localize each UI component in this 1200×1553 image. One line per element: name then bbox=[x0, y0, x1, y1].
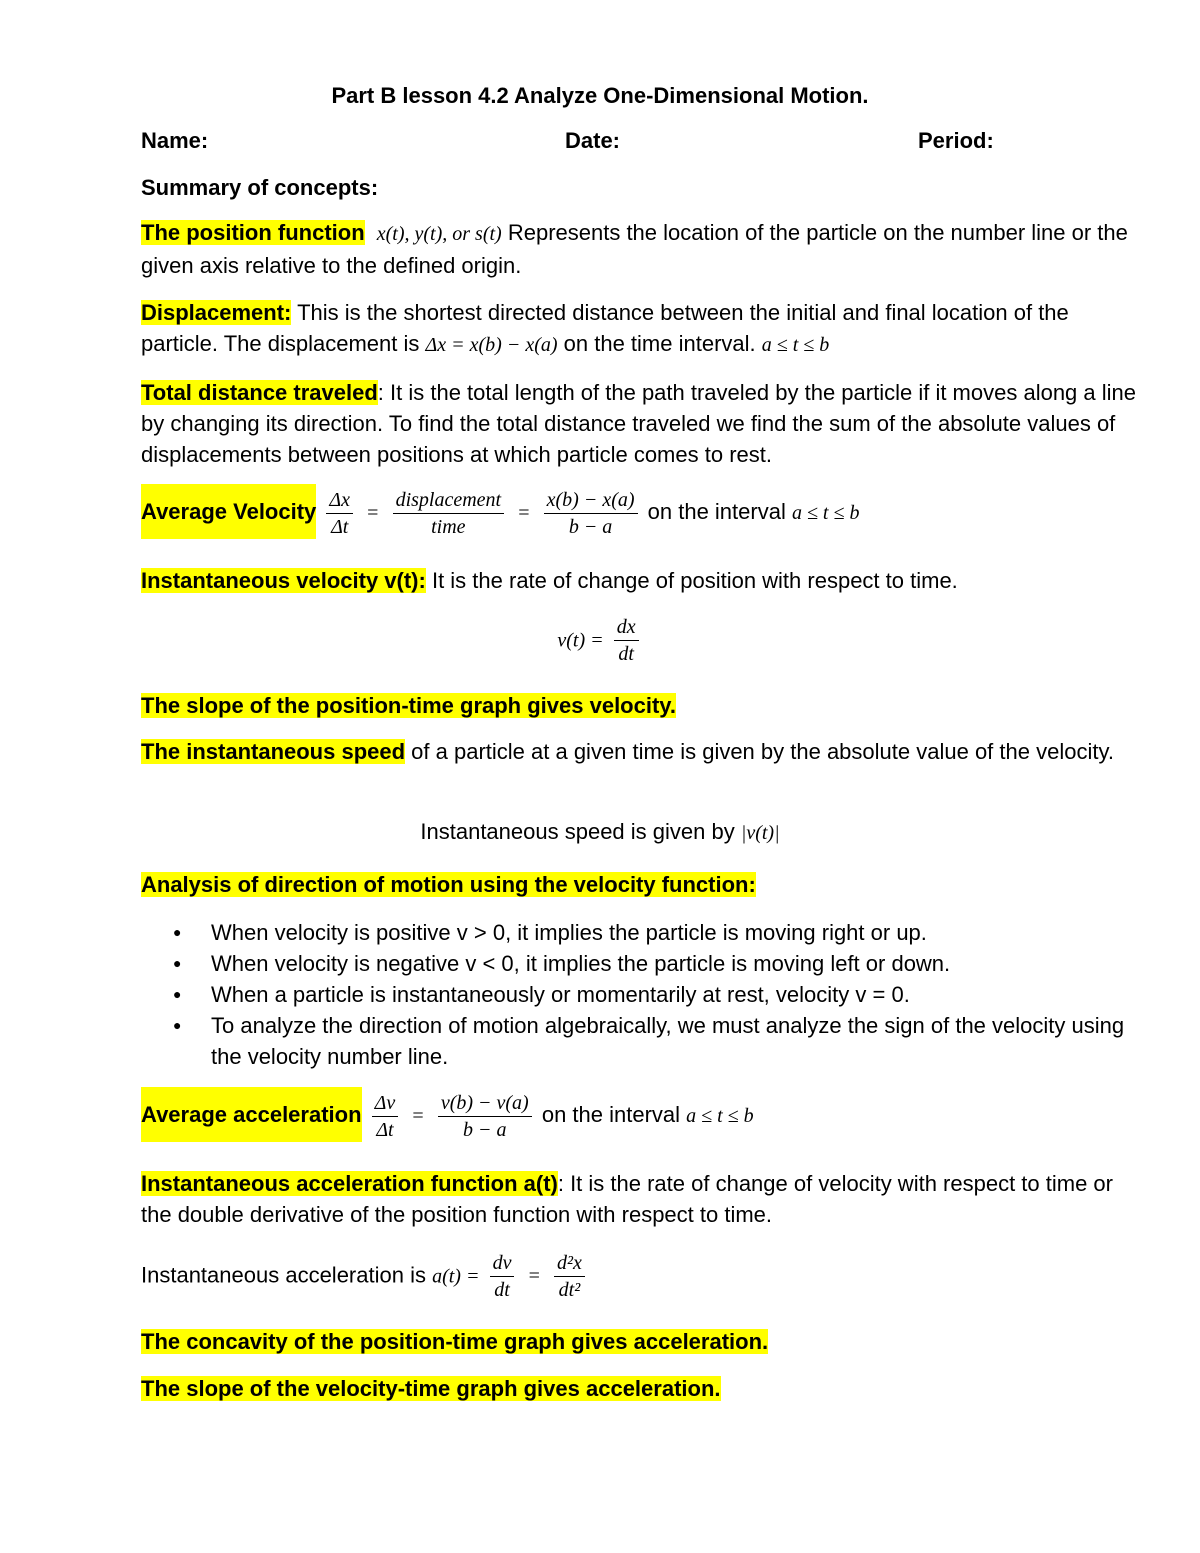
instantaneous-speed-text: of a particle at a given time is given by the absolute value of the velocity. bbox=[405, 739, 1114, 764]
equals-sign: = bbox=[367, 502, 379, 524]
direction-heading bbox=[141, 869, 1141, 900]
instantaneous-velocity-text: It is the rate of change of position with respect to time. bbox=[425, 568, 958, 593]
instantaneous-speed-formula-line bbox=[0, 816, 1200, 849]
average-velocity-paragraph bbox=[141, 484, 1141, 540]
displacement-over-time: $\frac{\text{displacement}}{\text{time}}$ bbox=[393, 487, 505, 540]
page-title: Part B lesson 4.2 Analyze One-Dimensional Motion. bbox=[331, 83, 869, 108]
direction-heading-text: Analysis of direction of motion using the velocity function: bbox=[141, 872, 756, 897]
instantaneous-speed-line-text: Instantaneous speed is given by bbox=[420, 819, 741, 844]
position-function-paragraph bbox=[141, 217, 1141, 281]
delta-x-over-delta-t: $\frac{\Delta x}{\Delta t}$ bbox=[326, 487, 353, 540]
instantaneous-acceleration-text: : It is the rate of change of velocity with respect to time or the double derivative of the position function with respect to time. bbox=[141, 1171, 1113, 1227]
speed-formula: |v(t)| bbox=[740, 822, 780, 844]
average-velocity-label: Average Velocity bbox=[141, 484, 316, 539]
total-distance-label: Total distance traveled bbox=[141, 380, 378, 405]
instantaneous-velocity-paragraph bbox=[141, 565, 1141, 596]
displacement-text-2: on the time interval. bbox=[557, 331, 762, 356]
position-function-formula: x(t), y(t), or s(t) bbox=[376, 223, 502, 245]
displacement-text: This is the shortest directed distance between the initial and final location of the particle. The displacement is bbox=[141, 300, 1069, 356]
slope-velocity-text: The slope of the velocity-time graph gives acceleration. bbox=[141, 1376, 721, 1401]
list-item: ● When velocity is negative v < 0, it implies the particle is moving left or down. bbox=[141, 948, 1141, 979]
average-acceleration-interval: a ≤ t ≤ b bbox=[686, 1105, 754, 1127]
average-velocity-formula: $\frac{x(b) - x(a)}{b - a}$ bbox=[544, 487, 638, 540]
instantaneous-acceleration-label: Instantaneous acceleration function a(t) bbox=[141, 1171, 558, 1196]
concavity-statement bbox=[141, 1326, 1141, 1357]
equals-sign: = bbox=[412, 1105, 424, 1127]
average-velocity-interval: a ≤ t ≤ b bbox=[791, 502, 860, 524]
equals-sign: = bbox=[518, 502, 530, 524]
period-field-label: Period: bbox=[918, 128, 994, 153]
average-acceleration-text: on the interval bbox=[541, 1102, 687, 1127]
list-item: ● When velocity is positive v > 0, it implies the particle is moving right or up. bbox=[141, 917, 1141, 948]
displacement-interval: a ≤ t ≤ b bbox=[761, 334, 830, 356]
position-function-text: Represents the location of the particle on the number line or the given axis relative to the defined origin. bbox=[141, 220, 1128, 278]
concavity-text: The concavity of the position-time graph gives acceleration. bbox=[141, 1329, 769, 1354]
slope-position-statement bbox=[141, 690, 1141, 721]
direction-bullet-list bbox=[141, 917, 1141, 1072]
average-velocity-text: on the interval bbox=[647, 499, 792, 524]
second-derivative-fraction: $\frac{\text{d²x}}{\text{dt²}}$ bbox=[554, 1250, 585, 1303]
average-acceleration-label: Average acceleration bbox=[141, 1087, 362, 1142]
total-distance-text: : It is the total length of the path traveled by the particle if it moves along a line by changing its direction. To find the total distance traveled we find the sum of the absolute values of displacements between positions at which particle comes to rest. bbox=[141, 380, 1136, 467]
total-distance-paragraph bbox=[141, 377, 1141, 470]
list-item: ● To analyze the direction of motion algebraically, we must analyze the sign of the velocity using the velocity number line. bbox=[141, 1010, 1141, 1072]
velocity-lhs: v(t) = bbox=[557, 629, 604, 652]
position-function-label: The position function bbox=[141, 220, 365, 245]
instantaneous-acceleration-line-text: Instantaneous acceleration is bbox=[141, 1262, 433, 1288]
slope-velocity-statement bbox=[141, 1373, 1141, 1404]
instantaneous-speed-paragraph bbox=[141, 736, 1141, 767]
equals-sign: = bbox=[528, 1265, 540, 1288]
name-field-label: Name: bbox=[141, 128, 209, 153]
average-acceleration-formula: $\frac{v(b) - v(a)}{b - a}$ bbox=[438, 1090, 532, 1143]
displacement-formula: Δx = x(b) − x(a) bbox=[425, 334, 558, 356]
instantaneous-speed-label: The instantaneous speed bbox=[141, 739, 406, 764]
instantaneous-acceleration-paragraph bbox=[141, 1168, 1141, 1230]
date-field-label: Date: bbox=[565, 128, 621, 153]
slope-position-text: The slope of the position-time graph gives velocity. bbox=[141, 693, 677, 718]
average-acceleration-paragraph bbox=[141, 1087, 1141, 1143]
instantaneous-acceleration-formula-line bbox=[141, 1250, 1141, 1303]
acceleration-lhs: a(t) = bbox=[432, 1265, 480, 1288]
displacement-paragraph bbox=[141, 297, 1141, 361]
delta-v-over-delta-t: $\frac{\Delta v}{\Delta t}$ bbox=[372, 1090, 399, 1143]
list-item: ● When a particle is instantaneously or momentarily at rest, velocity v = 0. bbox=[141, 979, 1141, 1010]
dx-over-dt: $\frac{dx}{dt}$ bbox=[614, 614, 639, 667]
summary-heading: Summary of concepts: bbox=[141, 175, 379, 200]
displacement-label: Displacement: bbox=[141, 300, 292, 325]
dv-over-dt: $\frac{dv}{dt}$ bbox=[490, 1250, 515, 1303]
velocity-derivative-formula bbox=[0, 614, 1200, 667]
instantaneous-velocity-label: Instantaneous velocity v(t): bbox=[141, 568, 426, 593]
